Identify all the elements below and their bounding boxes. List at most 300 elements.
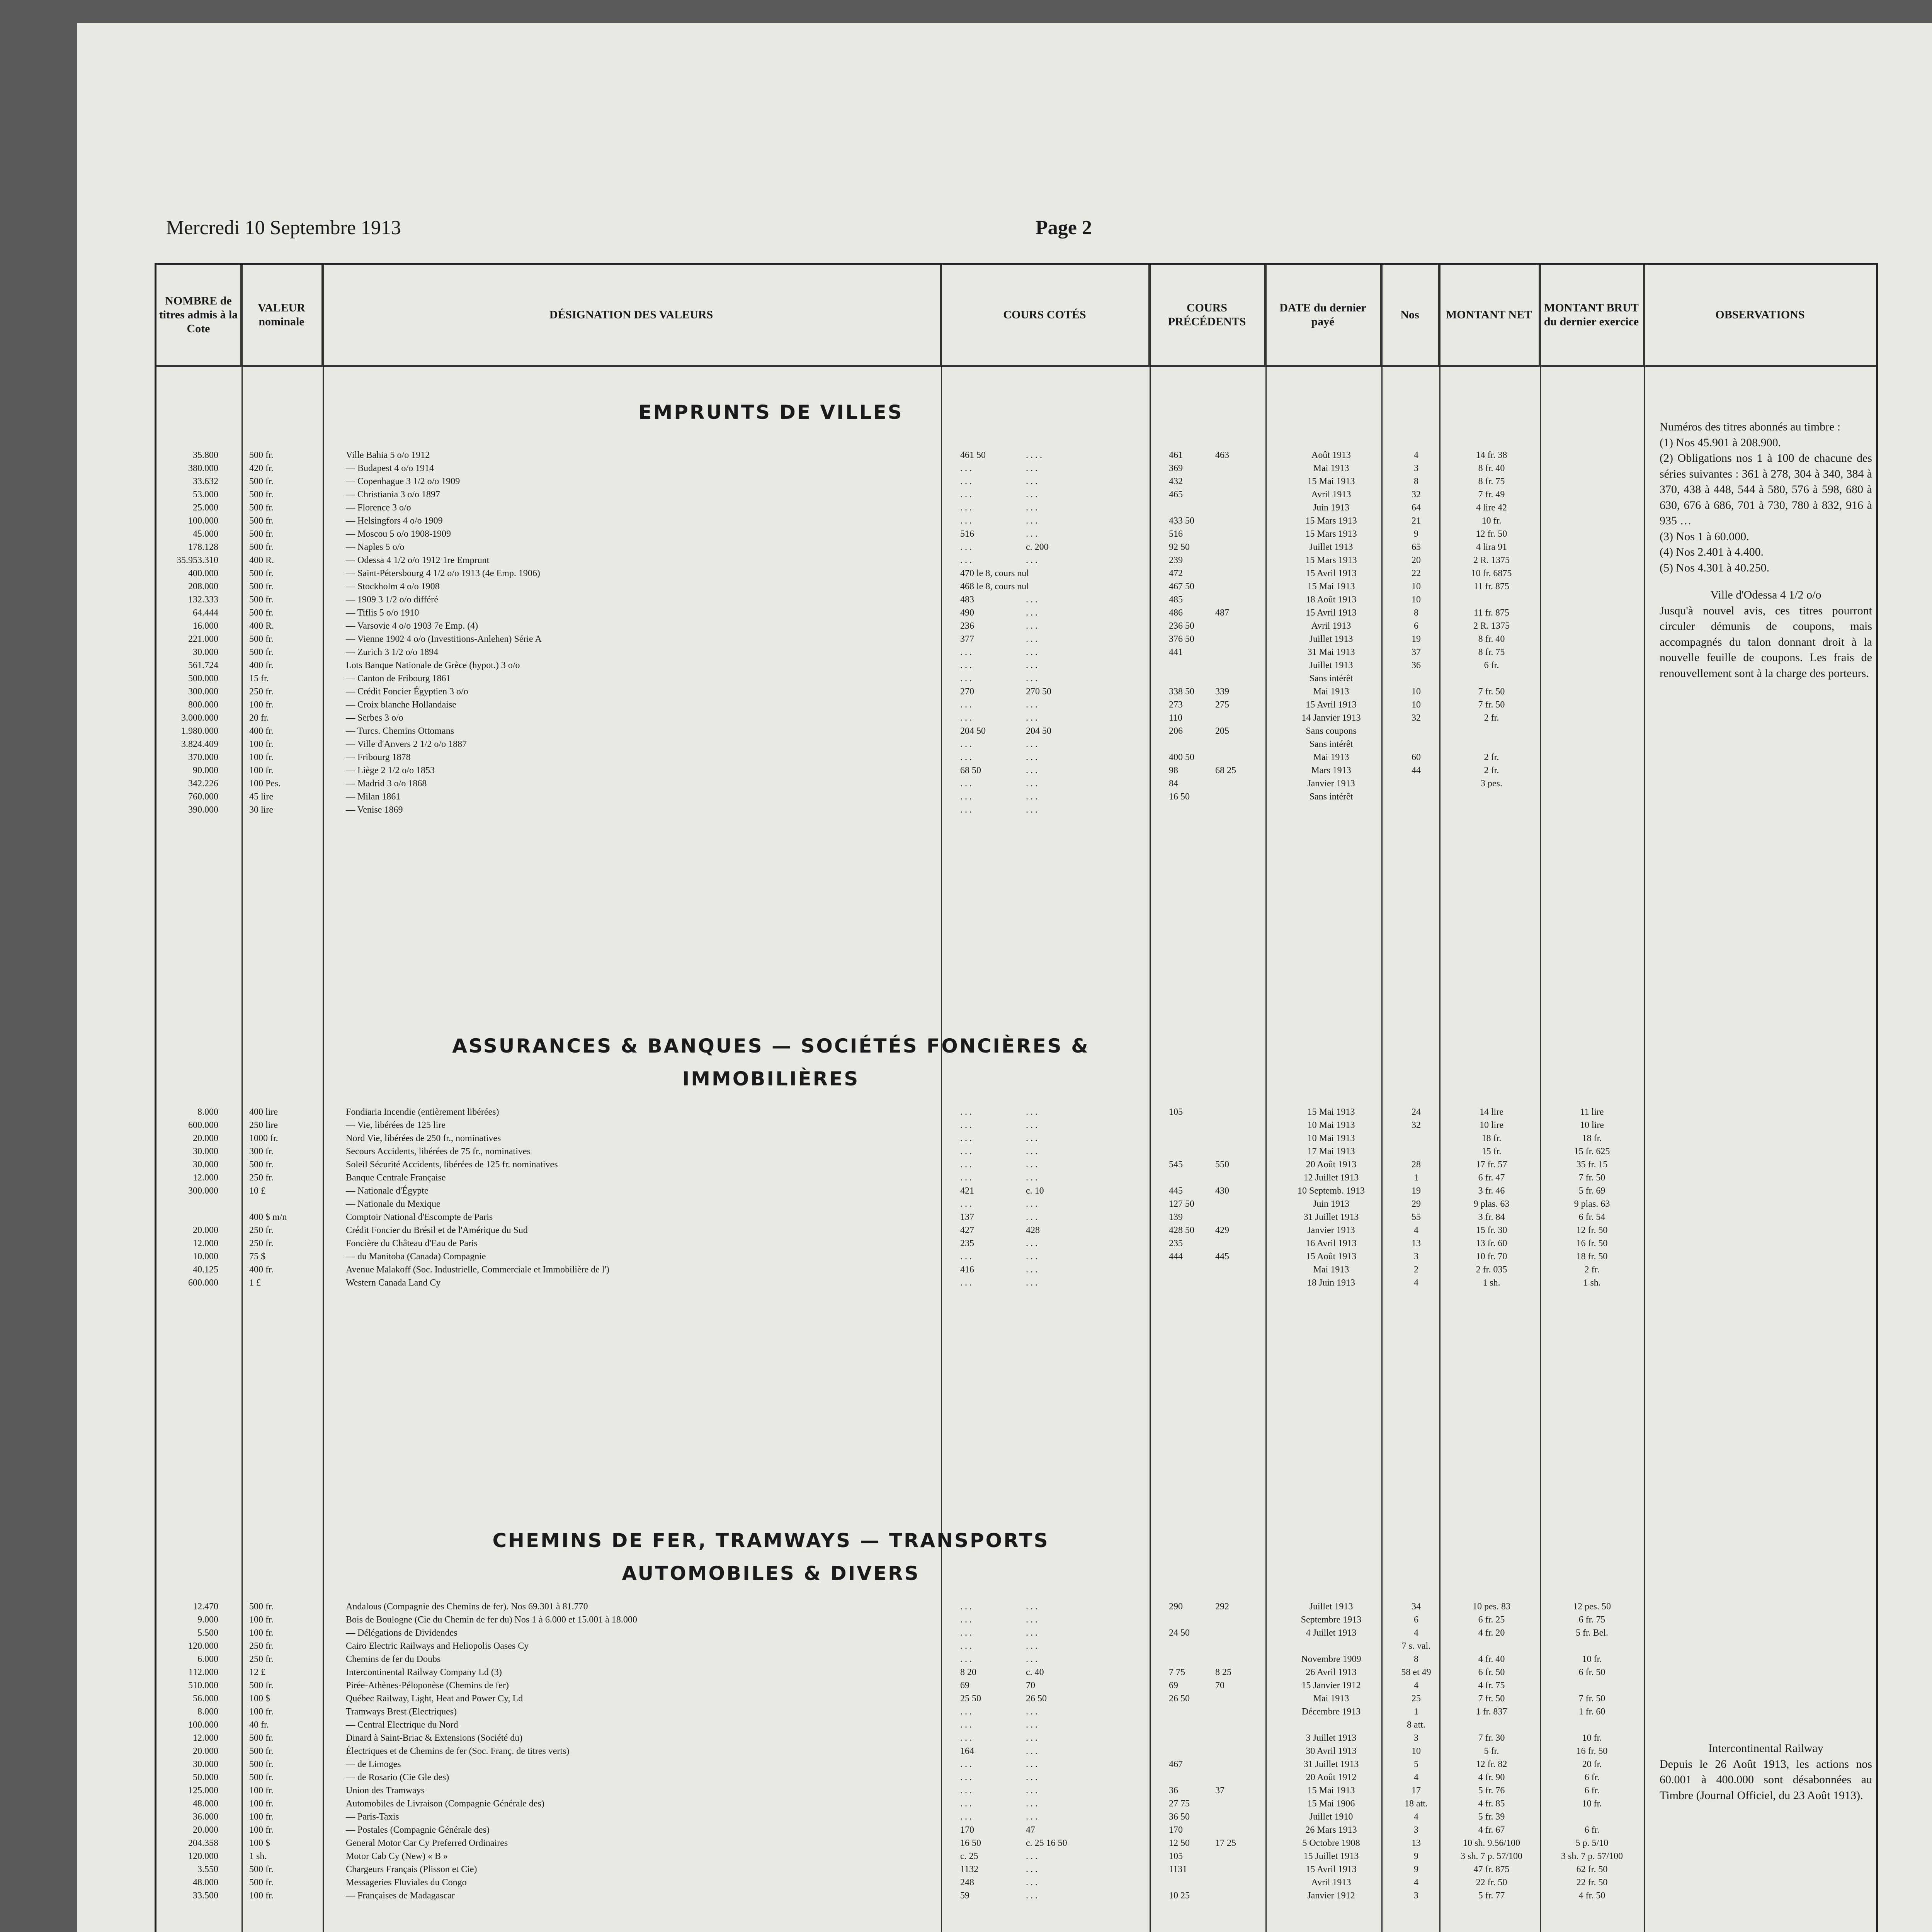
quotation-table (155, 263, 1878, 1932)
cell-v: 400 lire (249, 1107, 278, 1117)
cell-mn: 6 fr. 50 (1478, 1667, 1505, 1677)
cell-n: 600.000 (188, 1120, 218, 1130)
cell-ch: . . . (1026, 1278, 1037, 1288)
cell-no: 24 (1412, 1107, 1421, 1117)
cell-n: 132.333 (188, 595, 218, 605)
cell-ph: 8 25 (1215, 1667, 1231, 1677)
cell-ch: . . . (1026, 1641, 1037, 1651)
cell-n: 35.953.310 (177, 555, 218, 565)
cell-mn: 10 lire (1480, 1120, 1503, 1130)
cell-cb: . . . (960, 1654, 972, 1664)
cell-no: 1 (1414, 1173, 1418, 1183)
cell-mn: 7 fr. 49 (1478, 490, 1505, 500)
cell-date: 15 Mai 1906 (1307, 1799, 1355, 1809)
cell-d: — Madrid 3 o/o 1868 (346, 779, 427, 789)
cell-n: 16.000 (193, 621, 218, 631)
cell-date: 3 Juillet 1913 (1306, 1733, 1357, 1743)
cell-d: Banque Centrale Française (346, 1173, 446, 1183)
cell-mn: 8 fr. 40 (1478, 463, 1505, 473)
cell-no: 3 (1414, 1252, 1418, 1262)
table-row (156, 450, 1876, 463)
section-rows-assurances (156, 1107, 1876, 1291)
cell-ch: . . . (1026, 1602, 1037, 1612)
cell-cb: . . . (960, 673, 972, 684)
cell-v: 500 fr. (249, 1160, 274, 1170)
cell-mn: 5 fr. (1484, 1746, 1499, 1756)
cell-pb: 400 50 (1169, 752, 1194, 762)
cell-d: General Motor Car Cy Preferred Ordinaires (346, 1838, 508, 1848)
cell-cb: . . . (960, 516, 972, 526)
cell-mn: 14 lire (1480, 1107, 1503, 1117)
cell-no: 22 (1412, 568, 1421, 578)
cell-mn: 2 R. 1375 (1473, 555, 1510, 565)
cell-date: Mai 1913 (1313, 1265, 1349, 1275)
cell-pb: 239 (1169, 555, 1183, 565)
cell-ch: . . . (1026, 1265, 1037, 1275)
cell-d: — 1909 3 1/2 o/o différé (346, 595, 438, 605)
cell-d: — Florence 3 o/o (346, 503, 411, 513)
table-row (156, 1641, 1876, 1654)
cell-d: — Christiania 3 o/o 1897 (346, 490, 440, 500)
cell-n: 8.000 (197, 1107, 218, 1117)
cell-d: Électriques et de Chemins de fer (Soc. Franç. de titres verts) (346, 1746, 570, 1756)
cell-cb: 25 50 (960, 1694, 981, 1704)
section-rows-chemins (156, 1602, 1876, 1904)
cell-n: 40.125 (193, 1265, 218, 1275)
cell-n: 3.550 (197, 1864, 218, 1874)
cell-no: 4 (1414, 1225, 1418, 1235)
cell-no: 9 (1414, 529, 1418, 539)
cell-no: 9 (1414, 1864, 1418, 1874)
cell-n: 35.800 (193, 450, 218, 460)
cell-cb: 69 (960, 1680, 969, 1690)
cell-v: 400 R. (249, 621, 274, 631)
page-header (166, 216, 1866, 247)
cell-date: Septembre 1913 (1301, 1615, 1362, 1625)
cell-date: 5 Octobre 1908 (1302, 1838, 1360, 1848)
cell-pb: 235 (1169, 1238, 1183, 1248)
cell-v: 500 fr. (249, 490, 274, 500)
cell-ch: . . . (1026, 1107, 1037, 1117)
cell-pb: 12 50 (1169, 1838, 1190, 1848)
cell-n: 30.000 (193, 1146, 218, 1156)
cell-mn: 1 sh. (1483, 1278, 1500, 1288)
cell-v: 500 fr. (249, 608, 274, 618)
cell-d: — Vie, libérées de 125 lire (346, 1120, 446, 1130)
cell-br: 6 fr. (1584, 1772, 1600, 1782)
cell-ch: . . . (1026, 779, 1037, 789)
cell-mn: 15 fr. 30 (1476, 1225, 1507, 1235)
cell-v: 500 fr. (249, 1746, 274, 1756)
cell-ch: . . . (1026, 792, 1037, 802)
cell-no: 4 (1414, 1812, 1418, 1822)
table-row (156, 1825, 1876, 1838)
cell-date: 15 Août 1913 (1306, 1252, 1357, 1262)
cell-ph: 17 25 (1215, 1838, 1236, 1848)
table-row (156, 805, 1876, 818)
cell-mn: 2 R. 1375 (1473, 621, 1510, 631)
cell-ch: . . . (1026, 595, 1037, 605)
cell-date: Juillet 1910 (1309, 1812, 1353, 1822)
cell-ch: . . . (1026, 1212, 1037, 1222)
cell-n: 12.000 (193, 1238, 218, 1248)
cell-no: 32 (1412, 1120, 1421, 1130)
cell-n: 3.000.000 (181, 713, 218, 723)
cell-cb: . . . (960, 752, 972, 762)
cell-d: Chemins de fer du Doubs (346, 1654, 441, 1664)
cell-d: — Budapest 4 o/o 1914 (346, 463, 434, 473)
cell-ch: . . . (1026, 1120, 1037, 1130)
cell-d: — Naples 5 o/o (346, 542, 405, 552)
cell-date: Décembre 1913 (1301, 1707, 1361, 1717)
obs-line: Jusqu'à nouvel avis, ces titres pourront circuler démunis de coupons, mais accompagnés du talon donnant droit à la nouvelle feuille de coupons. Les frais de renouvellement sont à la charge des porteurs. (1660, 604, 1872, 680)
cell-no: 32 (1412, 490, 1421, 500)
cell-v: 300 fr. (249, 1146, 274, 1156)
cell-ch: . . . (1026, 516, 1037, 526)
cell-n: 36.000 (193, 1812, 218, 1822)
cell-no: 37 (1412, 647, 1421, 657)
cell-no: 21 (1412, 516, 1421, 526)
cell-date: Mars 1913 (1311, 765, 1351, 776)
cell-pb: 441 (1169, 647, 1183, 657)
cell-v: 250 fr. (249, 1173, 274, 1183)
cell-no: 4 (1414, 1772, 1418, 1782)
cell-br: 20 fr. (1582, 1759, 1602, 1769)
cell-cb: 483 (960, 595, 974, 605)
cell-ch: . . . (1026, 700, 1037, 710)
cell-cb: . . . (960, 779, 972, 789)
cell-n: 33.632 (193, 476, 218, 486)
cell-no: 8 (1414, 608, 1418, 618)
cell-v: 100 fr. (249, 765, 274, 776)
cell-no: 4 (1414, 1680, 1418, 1690)
cell-pb: 545 (1169, 1160, 1183, 1170)
table-row (156, 1680, 1876, 1694)
col-cours-precedents: COURS PRÉCÉDENTS (1150, 265, 1265, 365)
section-title-villes: EMPRUNTS DE VILLES (638, 401, 903, 423)
table-row (156, 621, 1876, 634)
cell-date: 15 Janvier 1912 (1301, 1680, 1361, 1690)
cell-br: 7 fr. 50 (1578, 1173, 1605, 1183)
table-row (156, 1864, 1876, 1878)
table-row (156, 1225, 1876, 1238)
cell-v: 15 fr. (249, 673, 269, 684)
cell-cb: . . . (960, 1199, 972, 1209)
table-row (156, 1615, 1876, 1628)
cell-ch: . . . (1026, 739, 1037, 749)
cell-ch: . . . (1026, 1133, 1037, 1143)
cell-n: 50.000 (193, 1772, 218, 1782)
cell-date: 15 Avril 1913 (1306, 568, 1357, 578)
cell-no: 8 (1414, 476, 1418, 486)
cell-ph: 430 (1215, 1186, 1229, 1196)
cell-br: 6 fr. 54 (1578, 1212, 1605, 1222)
cell-br: 10 fr. (1582, 1733, 1602, 1743)
cell-v: 45 lire (249, 792, 273, 802)
cell-mn: 13 fr. 60 (1476, 1238, 1507, 1248)
cell-pb: 516 (1169, 529, 1183, 539)
col-coupon-date: DATE du dernier payé (1265, 265, 1381, 365)
table-row (156, 608, 1876, 621)
table-row (156, 503, 1876, 516)
cell-date: Janvier 1913 (1307, 779, 1355, 789)
cell-n: 3.824.409 (181, 739, 218, 749)
cell-pb: 472 (1169, 568, 1183, 578)
cell-cb: . . . (960, 1720, 972, 1730)
cell-ch: . . . (1026, 1199, 1037, 1209)
cell-cb: . . . (960, 1602, 972, 1612)
cell-v: 500 fr. (249, 503, 274, 513)
table-row (156, 1838, 1876, 1851)
table-row (156, 542, 1876, 555)
cell-ch: . . . (1026, 647, 1037, 657)
cell-no: 44 (1412, 765, 1421, 776)
cell-mn: 2 fr. (1484, 752, 1499, 762)
table-row (156, 1694, 1876, 1707)
cell-br: 10 fr. (1582, 1799, 1602, 1809)
cell-mn: 9 plas. 63 (1473, 1199, 1510, 1209)
cell-ch: c. 40 (1026, 1667, 1044, 1677)
cell-ph: 550 (1215, 1160, 1229, 1170)
cell-d: — Saint-Pétersbourg 4 1/2 o/o 1913 (4e Emp. 1906) (346, 568, 540, 578)
cell-cb: . . . (960, 463, 972, 473)
cell-br: 12 fr. 50 (1576, 1225, 1608, 1235)
cell-mn: 17 fr. 57 (1476, 1160, 1507, 1170)
cell-n: 33.500 (193, 1891, 218, 1901)
cell-no: 3 (1414, 1825, 1418, 1835)
col-coupon-no: Nos (1381, 265, 1439, 365)
cell-pb: 36 (1169, 1786, 1178, 1796)
table-row (156, 687, 1876, 700)
cell-no: 9 (1414, 1851, 1418, 1861)
cell-pb: 485 (1169, 595, 1183, 605)
cell-ph: 37 (1215, 1786, 1225, 1796)
cell-br: 12 pes. 50 (1573, 1602, 1611, 1612)
cell-cb: . . . (960, 1615, 972, 1625)
cell-v: 100 Pes. (249, 779, 281, 789)
cell-d: — Varsovie 4 o/o 1903 7e Emp. (4) (346, 621, 478, 631)
cell-date: Sans intérêt (1309, 739, 1353, 749)
cell-n: 56.000 (193, 1694, 218, 1704)
cell-pb: 7 75 (1169, 1667, 1185, 1677)
cell-no: 10 (1412, 582, 1421, 592)
cell-cb: . . . (960, 700, 972, 710)
table-row (156, 1812, 1876, 1825)
cell-br: 6 fr. (1584, 1786, 1600, 1796)
cell-pb: 24 50 (1169, 1628, 1190, 1638)
cell-d: — Nationale du Mexique (346, 1199, 440, 1209)
cell-v: 250 fr. (249, 1641, 274, 1651)
cell-mn: 4 lira 91 (1476, 542, 1507, 552)
cell-date: Juin 1913 (1313, 503, 1349, 513)
cell-cb: . . . (960, 503, 972, 513)
observations-block-1 (1660, 419, 1872, 681)
cell-cb: 468 le 8, cours nul (960, 582, 1029, 592)
cell-cb: 170 (960, 1825, 974, 1835)
cell-n: 561.724 (188, 660, 218, 670)
cell-br: 15 fr. 625 (1574, 1146, 1610, 1156)
cell-n: 8.000 (197, 1707, 218, 1717)
table-row (156, 1720, 1876, 1733)
cell-ch: . . . (1026, 1851, 1037, 1861)
cell-date: 15 Mars 1913 (1305, 555, 1357, 565)
cell-date: 18 Août 1913 (1306, 595, 1357, 605)
cell-n: 25.000 (193, 503, 218, 513)
cell-ch: . . . (1026, 1759, 1037, 1769)
cell-cb: . . . (960, 1278, 972, 1288)
cell-d: — Central Electrique du Nord (346, 1720, 458, 1730)
cell-d: — Zurich 3 1/2 o/o 1894 (346, 647, 439, 657)
cell-br: 1 sh. (1583, 1278, 1601, 1288)
cell-v: 1000 fr. (249, 1133, 278, 1143)
cell-v: 500 fr. (249, 1759, 274, 1769)
cell-cb: . . . (960, 490, 972, 500)
cell-n: 1.980.000 (181, 726, 218, 736)
cell-no: 1 (1414, 1707, 1418, 1717)
cell-date: Avril 1913 (1311, 621, 1351, 631)
cell-date: 15 Avril 1913 (1306, 1864, 1357, 1874)
cell-d: Avenue Malakoff (Soc. Industrielle, Commerciale et Immobilière de l') (346, 1265, 609, 1275)
cell-date: 31 Mai 1913 (1307, 647, 1355, 657)
cell-date: Sans intérêt (1309, 792, 1353, 802)
cell-v: 400 fr. (249, 1265, 274, 1275)
cell-pb: 98 (1169, 765, 1178, 776)
cell-pb: 467 50 (1169, 582, 1194, 592)
cell-date: 15 Juillet 1913 (1303, 1851, 1359, 1861)
cell-v: 75 $ (249, 1252, 265, 1262)
cell-mn: 6 fr. (1484, 660, 1499, 670)
cell-no: 6 (1414, 621, 1418, 631)
cell-n: 100.000 (188, 1720, 218, 1730)
cell-no: 36 (1412, 660, 1421, 670)
cell-ch: . . . (1026, 621, 1037, 631)
cell-v: 500 fr. (249, 595, 274, 605)
cell-v: 500 fr. (249, 516, 274, 526)
table-row (156, 634, 1876, 647)
cell-d: — Crédit Foncier Égyptien 3 o/o (346, 687, 468, 697)
cell-d: Western Canada Land Cy (346, 1278, 441, 1288)
cell-v: 100 fr. (249, 739, 274, 749)
cell-d: — Françaises de Madagascar (346, 1891, 455, 1901)
cell-cb: . . . (960, 1799, 972, 1809)
cell-ch: . . . (1026, 1707, 1037, 1717)
cell-cb: . . . (960, 713, 972, 723)
cell-date: Août 1913 (1311, 450, 1351, 460)
table-row (156, 1878, 1876, 1891)
cell-v: 100 fr. (249, 1615, 274, 1625)
cell-cb: 421 (960, 1186, 974, 1196)
cell-mn: 10 fr. 6875 (1471, 568, 1512, 578)
cell-cb: . . . (960, 1786, 972, 1796)
table-row (156, 1238, 1876, 1252)
cell-ph: 68 25 (1215, 765, 1236, 776)
table-row (156, 779, 1876, 792)
cell-d: — Postales (Compagnie Générale des) (346, 1825, 490, 1835)
cell-n: 112.000 (188, 1667, 218, 1677)
cell-d: Nord Vie, libérées de 250 fr., nominatives (346, 1133, 501, 1143)
cell-date: Mai 1913 (1313, 752, 1349, 762)
cell-cb: . . . (960, 1772, 972, 1782)
cell-n: 30.000 (193, 1160, 218, 1170)
cell-n: 178.128 (188, 542, 218, 552)
table-row (156, 1252, 1876, 1265)
cell-ch: . . . (1026, 1238, 1037, 1248)
cell-d: Pirée-Athènes-Péloponèse (Chemins de fer) (346, 1680, 509, 1690)
cell-mn: 7 fr. 50 (1478, 687, 1505, 697)
table-row (156, 765, 1876, 779)
cell-date: 15 Mai 1913 (1307, 476, 1355, 486)
cell-ch: . . . (1026, 1733, 1037, 1743)
cell-n: 12.000 (193, 1173, 218, 1183)
cell-cb: 248 (960, 1878, 974, 1888)
cell-d: — Copenhague 3 1/2 o/o 1909 (346, 476, 460, 486)
cell-d: — du Manitoba (Canada) Compagnie (346, 1252, 486, 1262)
cell-no: 3 (1414, 463, 1418, 473)
cell-no: 29 (1412, 1199, 1421, 1209)
cell-mn: 12 fr. 82 (1476, 1759, 1507, 1769)
cell-v: 250 fr. (249, 1238, 274, 1248)
cell-ch: c. 200 (1026, 542, 1049, 552)
cell-mn: 47 fr. 875 (1473, 1864, 1510, 1874)
cell-d: Comptoir National d'Escompte de Paris (346, 1212, 493, 1222)
cell-br: 11 lire (1580, 1107, 1604, 1117)
cell-v: 100 fr. (249, 752, 274, 762)
cell-cb: . . . (960, 739, 972, 749)
cell-mn: 5 fr. 39 (1478, 1812, 1505, 1822)
cell-mn: 3 sh. 7 p. 57/100 (1460, 1851, 1522, 1861)
cell-cb: . . . (960, 1146, 972, 1156)
cell-ph: 339 (1215, 687, 1229, 697)
cell-date: Avril 1913 (1311, 490, 1351, 500)
cell-v: 500 fr. (249, 476, 274, 486)
cell-cb: . . . (960, 555, 972, 565)
cell-date: 15 Mai 1913 (1307, 1786, 1355, 1796)
cell-mn: 10 pes. 83 (1473, 1602, 1510, 1612)
cell-pb: 467 (1169, 1759, 1183, 1769)
table-row (156, 1667, 1876, 1680)
cell-v: 100 fr. (249, 1891, 274, 1901)
table-row (156, 1602, 1876, 1615)
cell-cb: . . . (960, 1107, 972, 1117)
cell-ch: . . . (1026, 660, 1037, 670)
obs-line: Depuis le 26 Août 1913, les actions nos 60.001 à 400.000 sont désabonnées au Timbre (Journal Officiel, du 23 Août 1913). (1660, 1757, 1872, 1802)
cell-ch: . . . (1026, 503, 1037, 513)
cell-br: 5 fr. Bel. (1576, 1628, 1608, 1638)
cell-ph: 463 (1215, 450, 1229, 460)
observations-block-2 (1660, 1741, 1872, 1803)
cell-v: 500 fr. (249, 450, 274, 460)
cell-ch: . . . (1026, 1891, 1037, 1901)
cell-n: 12.000 (193, 1733, 218, 1743)
cell-date: 15 Mars 1913 (1305, 516, 1357, 526)
cell-ch: 270 50 (1026, 687, 1051, 697)
cell-date: Juillet 1913 (1309, 542, 1353, 552)
table-row (156, 582, 1876, 595)
cell-n: 45.000 (193, 529, 218, 539)
cell-d: Secours Accidents, libérées de 75 fr., nominatives (346, 1146, 531, 1156)
obs-line: Numéros des titres abonnés au timbre : (1660, 420, 1841, 433)
cell-d: Soleil Sécurité Accidents, libérées de 125 fr. nominatives (346, 1160, 558, 1170)
cell-mn: 2 fr. (1484, 713, 1499, 723)
table-row (156, 1786, 1876, 1799)
cell-br: 3 sh. 7 p. 57/100 (1561, 1851, 1623, 1861)
cell-cb: . . . (960, 1173, 972, 1183)
cell-n: 760.000 (188, 792, 218, 802)
cell-v: 1 sh. (249, 1851, 267, 1861)
cell-mn: 1 fr. 837 (1476, 1707, 1507, 1717)
cell-d: Chargeurs Français (Plisson et Cie) (346, 1864, 477, 1874)
cell-cb: . . . (960, 805, 972, 815)
